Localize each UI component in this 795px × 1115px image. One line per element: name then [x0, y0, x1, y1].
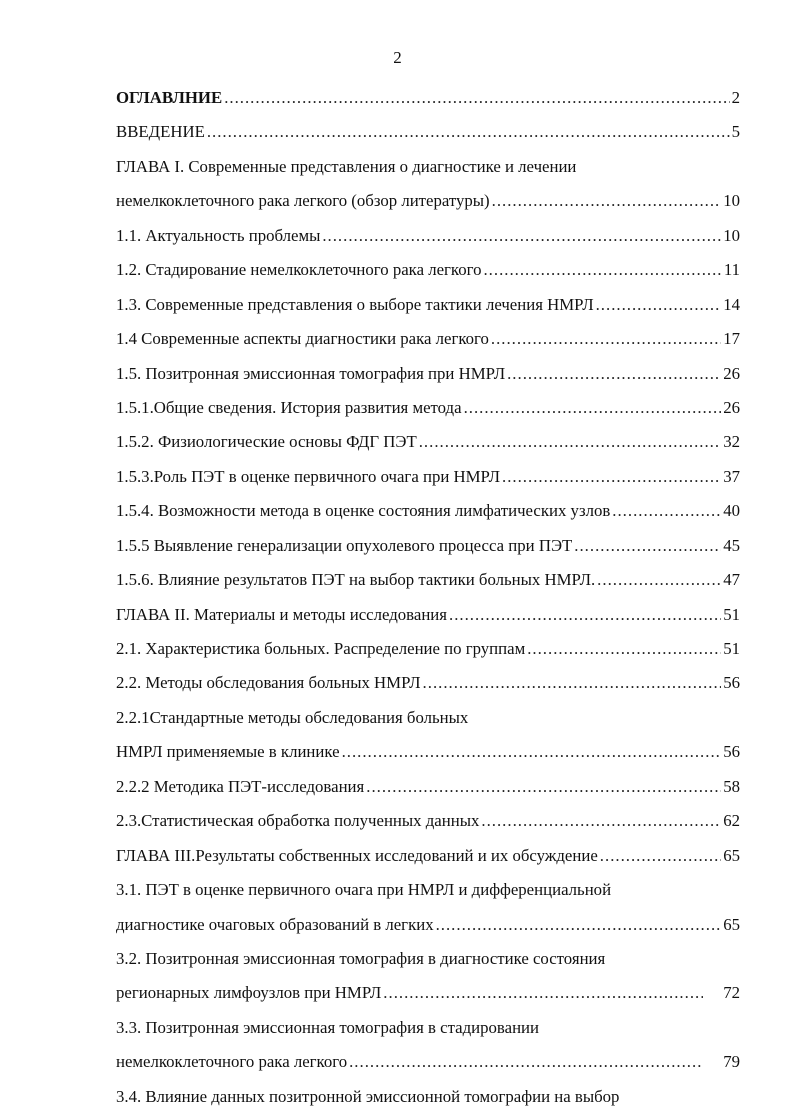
toc-entry-title: 1.5. Позитронная эмиссионная томография при НМРЛ — [116, 363, 506, 383]
toc-leader-dots — [423, 667, 722, 698]
toc-entry-title: НМРЛ применяемые в клинике — [116, 742, 340, 762]
toc-leader-dots — [366, 771, 721, 802]
toc-entry-page: 11 — [723, 260, 740, 280]
toc-entry-page: 5 — [731, 122, 740, 142]
toc-entry-title: немелкоклеточного рака легкого — [116, 1052, 348, 1072]
toc-leader-dots — [507, 358, 721, 389]
toc-entry-title: 2.2.1Стандартные методы обследования больных — [116, 707, 469, 727]
toc-entry-page: 65 — [723, 845, 740, 865]
toc-entry — [116, 1046, 740, 1077]
toc-entry — [116, 599, 740, 630]
toc-entry-title: 2.3.Статистическая обработка полученных данных — [116, 811, 480, 831]
toc-entry-title: диагностике очаговых образований в легких — [116, 914, 434, 934]
page-number: 2 — [393, 48, 402, 67]
toc-leader-dots — [596, 289, 722, 320]
toc-entry — [116, 771, 740, 802]
toc-entry — [116, 358, 740, 389]
toc-entry — [116, 461, 740, 492]
toc-leader-dots — [574, 530, 721, 561]
toc-entry — [116, 392, 740, 423]
toc-entry-title: 1.5.4. Возможности метода в оценке состояния лимфатических узлов — [116, 501, 611, 521]
toc-entry — [116, 530, 740, 561]
toc-entry-title: регионарных лимфоузлов при НМРЛ — [116, 983, 382, 1003]
toc-leader-dots — [464, 392, 722, 423]
toc-leader-dots — [600, 840, 721, 871]
toc-entry-title: 1.5.1.Общие сведения. История развития метода — [116, 397, 462, 417]
toc-entry-page: 17 — [723, 329, 740, 349]
toc-entry — [116, 564, 740, 595]
toc-entry — [116, 633, 740, 664]
toc-entry-title: 1.3. Современные представления о выборе тактики лечения НМРЛ — [116, 294, 594, 314]
toc-entry-page: 40 — [723, 501, 740, 521]
toc-entry-page: 14 — [723, 294, 740, 314]
toc-entry — [116, 426, 740, 457]
toc-entry-page: 51 — [723, 604, 740, 624]
toc-entry-title: ГЛАВА I. Современные представления о диагностике и лечении — [116, 156, 577, 176]
toc-leader-dots — [342, 736, 722, 767]
toc-leader-dots — [419, 426, 721, 457]
toc-leader-dots — [597, 564, 721, 595]
toc-entry — [116, 254, 740, 285]
toc-entry-page: 32 — [723, 432, 740, 452]
toc-entry — [116, 151, 740, 182]
toc-entry-page: 10 — [723, 191, 740, 211]
toc-entry-page: 58 — [723, 776, 740, 796]
toc-entry — [116, 289, 740, 320]
toc-entry-title: 2.1. Характеристика больных. Распределение по группам — [116, 639, 526, 658]
toc-entry — [116, 116, 740, 147]
toc-entry-title: 3.1. ПЭТ в оценке первичного очага при НМРЛ и дифференциальной — [116, 880, 612, 900]
toc-entry-title: немелкоклеточного рака легкого (обзор литературы) — [116, 191, 490, 211]
toc-entry — [116, 1081, 740, 1112]
toc-entry-title: 1.4 Современные аспекты диагностики рака легкого — [116, 329, 489, 349]
toc-leader-dots — [491, 323, 721, 354]
toc-entry — [116, 323, 740, 354]
toc-leader-dots — [436, 909, 722, 940]
toc-entry — [116, 977, 740, 1008]
toc-entry — [116, 185, 740, 216]
toc-entry — [116, 840, 740, 871]
toc-entry-title: ГЛАВА III.Результаты собственных исследований и их обсуждение — [116, 845, 598, 865]
toc-entry-title: 1.5.2. Физиологические основы ФДГ ПЭТ — [116, 432, 417, 452]
toc-entry-page: 51 — [723, 639, 740, 658]
toc-entry — [116, 702, 740, 733]
toc-entry-title: 1.5.5 Выявление генерализации опухолевого процесса при ПЭТ — [116, 535, 573, 555]
toc-entry-page: 26 — [723, 363, 740, 383]
toc-leader-dots — [322, 220, 721, 251]
toc-leader-dots — [207, 116, 730, 147]
table-of-contents — [116, 82, 740, 1115]
toc-entry-page: 10 — [723, 225, 740, 245]
toc-entry — [116, 736, 740, 767]
toc-leader-dots — [383, 977, 703, 1008]
toc-leader-dots — [483, 254, 721, 285]
toc-entry — [116, 909, 740, 940]
toc-entry-page: 56 — [723, 673, 740, 693]
toc-entry — [116, 1012, 740, 1043]
toc-entry — [116, 805, 740, 836]
toc-leader-dots — [612, 495, 721, 526]
toc-entry — [116, 495, 740, 526]
toc-leader-dots — [224, 82, 729, 113]
toc-entry-page: 72 — [723, 983, 740, 1003]
toc-entry — [116, 82, 740, 113]
toc-entry-page: 26 — [723, 397, 740, 417]
toc-entry-page: 37 — [723, 466, 740, 486]
toc-leader-dots — [502, 461, 721, 492]
toc-entry-page: 56 — [723, 742, 740, 762]
toc-entry-title: 2.2.2 Методика ПЭТ-исследования — [116, 776, 365, 796]
toc-entry — [116, 874, 740, 905]
toc-leader-dots — [527, 633, 721, 664]
toc-entry-title: 1.5.3.Роль ПЭТ в оценке первичного очага при НМРЛ — [116, 466, 501, 486]
toc-entry-page: 45 — [723, 535, 740, 555]
toc-leader-dots — [481, 805, 721, 836]
toc-entry — [116, 667, 740, 698]
toc-entry-page: 2 — [731, 88, 740, 107]
toc-entry-page: 62 — [723, 811, 740, 831]
toc-leader-dots — [492, 185, 722, 216]
toc-entry-page: 65 — [723, 914, 740, 934]
toc-entry-title: 3.2. Позитронная эмиссионная томография в диагностике состояния — [116, 948, 606, 968]
toc-leader-dots — [449, 599, 721, 630]
toc-entry-title: ОГЛАВЛНИЕ — [116, 88, 223, 107]
toc-entry-title: 1.5.6. Влияние результатов ПЭТ на выбор тактики больных НМРЛ. — [116, 570, 596, 590]
toc-entry-page: 79 — [723, 1052, 740, 1072]
toc-entry-title: 2.2. Методы обследования больных НМРЛ — [116, 673, 421, 693]
toc-entry — [116, 220, 740, 251]
toc-entry-title: 1.2. Стадирование немелкоклеточного рака легкого — [116, 260, 482, 280]
toc-entry-title: ГЛАВА II. Материалы и методы исследования — [116, 604, 447, 624]
toc-entry-title: 3.4. Влияние данных позитронной эмиссионной томографии на выбор — [116, 1086, 620, 1106]
toc-entry-title: 3.3. Позитронная эмиссионная томография в стадировании — [116, 1017, 540, 1037]
toc-entry-page: 47 — [723, 570, 740, 590]
toc-entry-title: ВВЕДЕНИЕ — [116, 122, 205, 142]
toc-entry — [116, 943, 740, 974]
toc-leader-dots — [349, 1046, 703, 1077]
toc-entry-title: 1.1. Актуальность проблемы — [116, 225, 321, 245]
